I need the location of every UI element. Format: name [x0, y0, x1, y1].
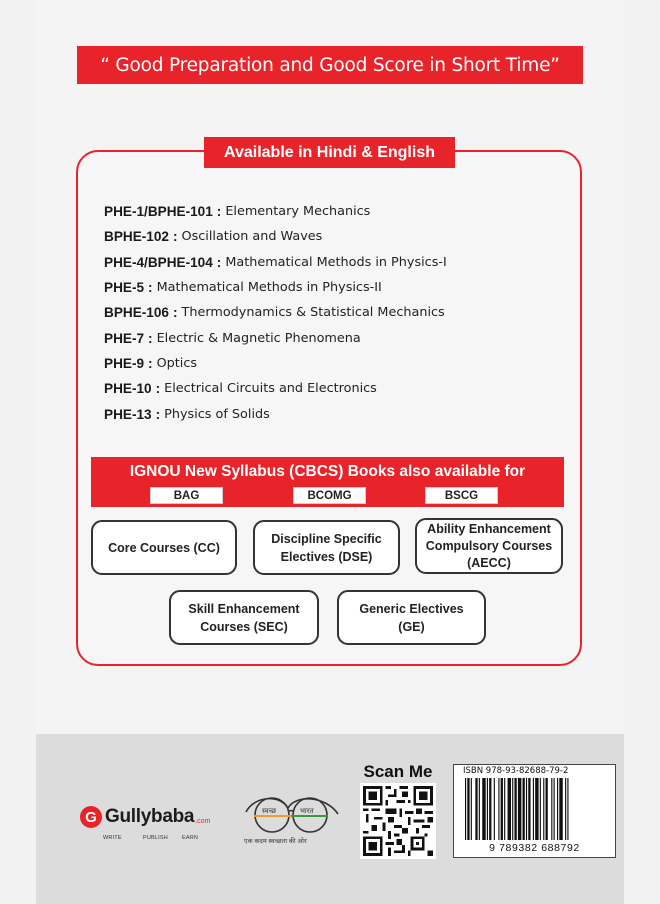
subject-title: Mathematical Methods in Physics-I: [225, 254, 447, 270]
subject-code: PHE-13: [104, 406, 152, 422]
subject-list: [104, 199, 574, 427]
publisher-domain: .com: [195, 818, 211, 825]
program-tag-bag: BAG: [150, 487, 223, 504]
cbcs-title: IGNOU New Syllabus (CBCS) Books also available for: [129, 463, 526, 480]
subject-title: Physics of Solids: [164, 406, 270, 422]
list-item: [104, 224, 574, 249]
program-tag-bcomg: BCOMG: [293, 487, 366, 504]
subject-separator: :: [172, 229, 178, 245]
course-box-ge: [337, 590, 486, 645]
subject-separator: :: [216, 204, 222, 220]
tagline-banner: “ Good Preparation and Good Score in Short Time”: [77, 46, 583, 84]
course-label: Core Courses (CC): [108, 540, 220, 555]
subject-separator: :: [155, 406, 161, 422]
list-item: [104, 250, 574, 275]
publisher-name: Gullybaba: [105, 806, 195, 827]
swachh-left-word: स्वच्छ: [262, 807, 277, 815]
list-item: [104, 325, 574, 350]
course-label: Skill Enhancement: [188, 601, 300, 616]
subject-code: PHE-1/BPHE-101: [104, 204, 213, 220]
course-box-dse: [253, 520, 400, 575]
subject-title: Electrical Circuits and Electronics: [164, 381, 377, 397]
course-box-aecc: [415, 518, 563, 574]
list-item: [104, 300, 574, 325]
gullybaba-g-icon: G: [80, 806, 102, 828]
course-label: Courses (SEC): [200, 619, 288, 634]
swachh-caption: एक कदम स्वच्छता की ओर: [244, 838, 307, 845]
subject-separator: :: [216, 254, 222, 270]
qr-code: [360, 783, 436, 859]
subject-code: PHE-5: [104, 280, 145, 296]
subject-separator: :: [172, 305, 178, 321]
course-label: Discipline Specific: [271, 531, 382, 546]
course-label: (GE): [398, 619, 425, 634]
course-box-sec: [169, 590, 319, 645]
subject-separator: :: [148, 280, 153, 296]
motto-word: PUBLISH: [143, 835, 168, 841]
motto-word: WRITE: [103, 835, 122, 841]
course-label: (AECC): [467, 555, 511, 570]
subject-separator: :: [148, 355, 153, 371]
program-tag-bscg: BSCG: [425, 487, 498, 504]
swachh-right-word: भारत: [300, 807, 314, 815]
list-item: [104, 199, 574, 224]
subject-code: PHE-10: [104, 381, 152, 397]
list-item: [104, 351, 574, 376]
list-item: [104, 376, 574, 401]
list-item: [104, 275, 574, 300]
subject-title: Mathematical Methods in Physics-II: [156, 280, 382, 296]
motto-word: EARN: [182, 835, 199, 841]
course-label: Compulsory Courses: [425, 538, 553, 553]
isbn-number: 9 789382 688792: [489, 842, 580, 854]
subject-code: PHE-9: [104, 355, 145, 371]
course-box-cc: [91, 520, 237, 575]
list-item: [104, 401, 574, 426]
subject-separator: :: [148, 330, 153, 346]
scan-label: Scan Me: [363, 762, 433, 781]
subject-code: BPHE-106: [104, 305, 169, 321]
subject-code: PHE-7: [104, 330, 145, 346]
availability-banner: Available in Hindi & English: [204, 137, 455, 168]
qr-code-icon: [363, 786, 433, 856]
subject-title: Optics: [156, 355, 198, 371]
publisher-logo: [80, 804, 210, 830]
barcode-icon: [463, 778, 608, 840]
course-label: Electives (DSE): [280, 549, 373, 564]
isbn-label: ISBN 978-93-82688-79-2: [463, 766, 569, 776]
subject-title: Electric & Magnetic Phenomena: [156, 330, 361, 346]
subject-title: Oscillation and Waves: [181, 229, 323, 245]
subject-code: BPHE-102: [104, 229, 169, 245]
course-label: Generic Electives: [359, 601, 464, 616]
subject-title: Elementary Mechanics: [225, 204, 371, 220]
subject-separator: :: [155, 381, 161, 397]
subject-code: PHE-4/BPHE-104: [104, 254, 213, 270]
course-label: Ability Enhancement: [427, 521, 551, 536]
subject-title: Thermodynamics & Statistical Mechanics: [181, 305, 445, 321]
